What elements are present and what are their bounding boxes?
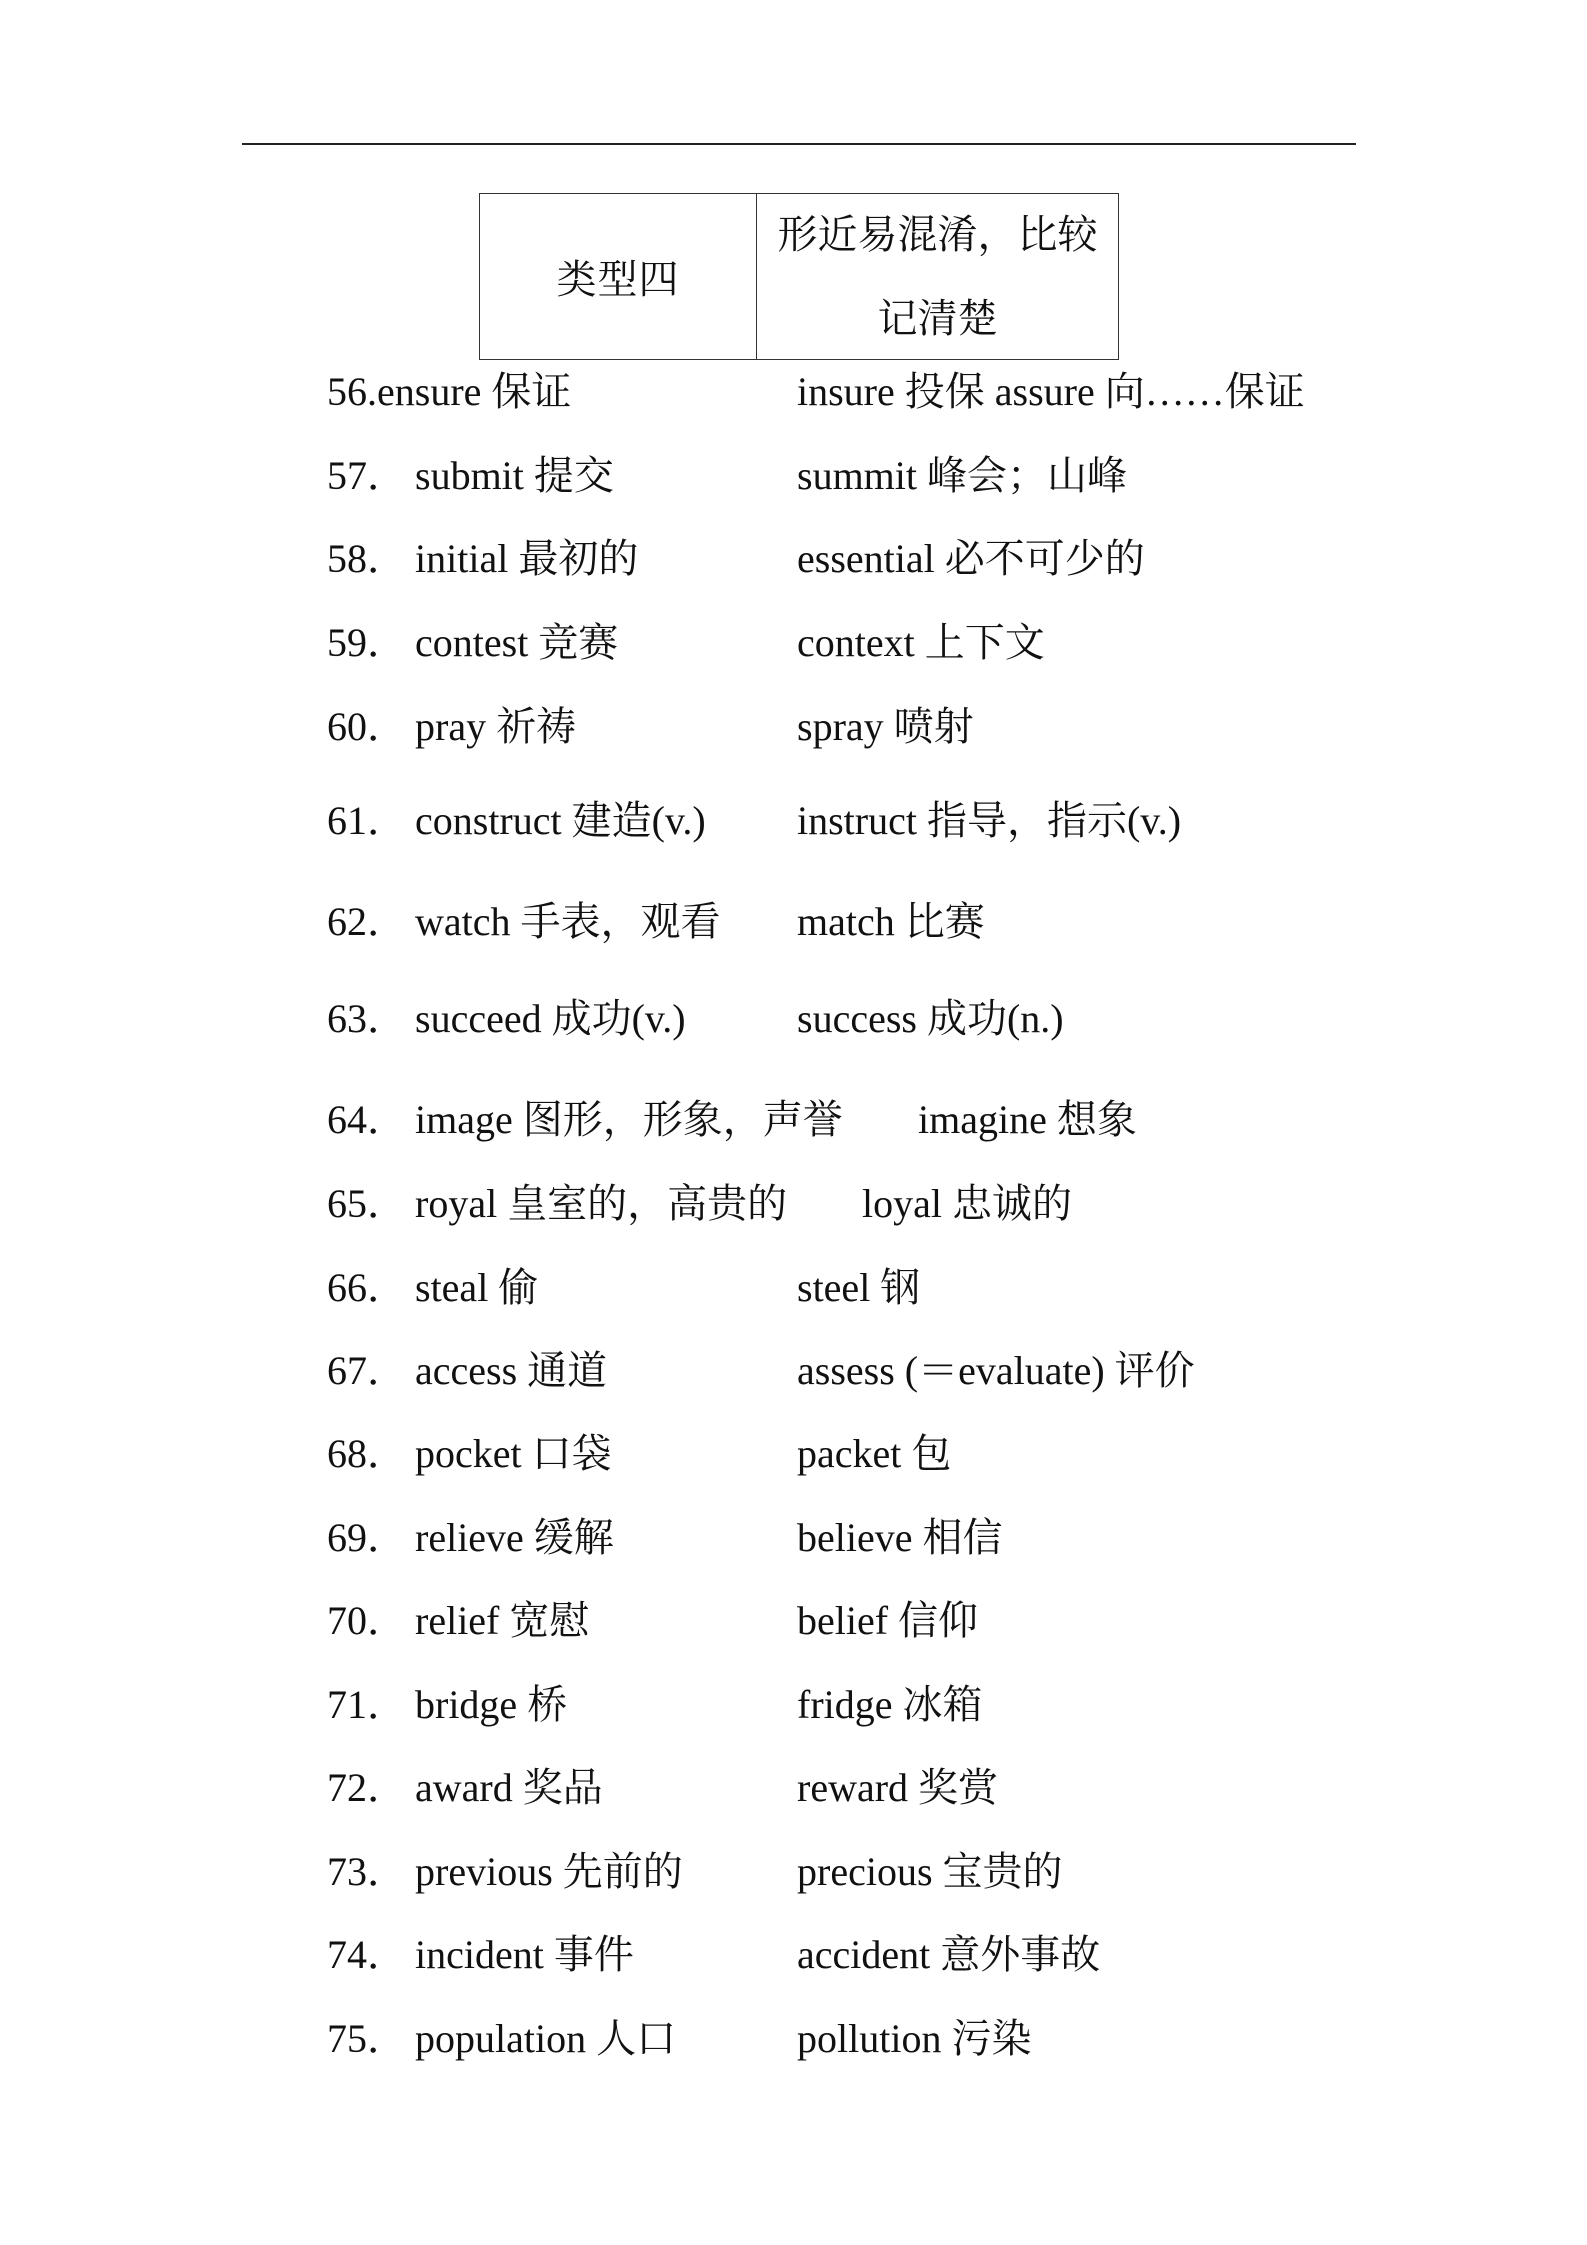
right-word: accident 意外事故: [797, 1932, 1101, 1977]
row-number: 69．: [327, 1515, 407, 1560]
row-number: 75．: [327, 2016, 407, 2061]
row-number: 58．: [327, 536, 407, 581]
left-word: access 通道: [415, 1348, 608, 1393]
type-description: [757, 194, 1118, 359]
right-word: context 上下文: [797, 620, 1045, 665]
left-word: construct 建造(v.): [415, 798, 706, 843]
left-word: relieve 缓解: [415, 1515, 614, 1560]
type-header-table: [479, 193, 1119, 360]
left-word: relief 宽慰: [415, 1598, 590, 1643]
word-pair-row: [327, 989, 1064, 1049]
right-word: believe 相信: [797, 1515, 1003, 1560]
row-number: 61．: [327, 798, 407, 843]
right-word: instruct 指导，指示(v.): [797, 798, 1182, 843]
row-number: 72．: [327, 1765, 407, 1810]
row-number: 66．: [327, 1265, 407, 1310]
left-word: watch 手表，观看: [415, 899, 721, 944]
right-word: fridge 冰箱: [797, 1682, 983, 1727]
right-word: success 成功(n.): [797, 996, 1064, 1041]
left-word: image 图形，形象，声誉: [415, 1097, 843, 1142]
right-word: steel 钢: [797, 1265, 921, 1310]
right-word: spray 喷射: [797, 704, 974, 749]
word-pair-row: [327, 446, 1128, 506]
word-pair-row: [327, 1758, 999, 1818]
word-pair-row: [327, 1925, 1101, 1985]
row-number: 60．: [327, 704, 407, 749]
right-word: packet 包: [797, 1431, 952, 1476]
left-word: royal 皇室的，高贵的: [415, 1181, 788, 1226]
right-word: insure 投保 assure 向……保证: [797, 369, 1305, 414]
left-word: bridge 桥: [415, 1682, 568, 1727]
word-pair-row: [327, 362, 1305, 422]
right-word: assess (＝evaluate) 评价: [797, 1348, 1195, 1393]
word-pair-row: [327, 1174, 1072, 1234]
left-word: succeed 成功(v.): [415, 996, 686, 1041]
right-word: imagine 想象: [918, 1097, 1137, 1142]
right-word: reward 奖赏: [797, 1765, 999, 1810]
word-pair-row: [327, 1424, 952, 1484]
type-description-line-2: 记清楚: [877, 295, 998, 342]
right-word: match 比赛: [797, 899, 985, 944]
right-word: belief 信仰: [797, 1598, 979, 1643]
left-word: submit 提交: [415, 453, 614, 498]
row-number: 68．: [327, 1431, 407, 1476]
right-word: precious 宝贵的: [797, 1849, 1063, 1894]
word-pair-row: [327, 2009, 1032, 2069]
left-word: steal 偷: [415, 1265, 539, 1310]
row-number: 62．: [327, 899, 407, 944]
right-word: loyal 忠诚的: [862, 1181, 1072, 1226]
right-word: pollution 污染: [797, 2016, 1032, 2061]
left-word: contest 竞赛: [415, 620, 619, 665]
type-label: 类型四: [480, 194, 757, 359]
left-word: pray 祈祷: [415, 704, 577, 749]
header-rule: [242, 143, 1356, 145]
word-pair-row: [327, 529, 1145, 589]
word-pair-row: [327, 1508, 1003, 1568]
row-number: 74．: [327, 1932, 407, 1977]
row-number: 57．: [327, 453, 407, 498]
word-pair-row: [327, 613, 1045, 673]
left-word: incident 事件: [415, 1932, 634, 1977]
left-word: previous 先前的: [415, 1849, 683, 1894]
left-word: ensure 保证: [377, 369, 572, 414]
word-pair-row: [327, 1090, 1137, 1150]
row-number: 70．: [327, 1598, 407, 1643]
row-number: 73．: [327, 1849, 407, 1894]
row-number: 65．: [327, 1181, 407, 1226]
word-pair-row: [327, 1675, 983, 1735]
right-word: summit 峰会；山峰: [797, 453, 1128, 498]
row-number: 63．: [327, 996, 407, 1041]
left-word: initial 最初的: [415, 536, 639, 581]
row-number: 67．: [327, 1348, 407, 1393]
word-pair-row: [327, 697, 974, 757]
word-pair-row: [327, 1341, 1195, 1401]
row-number: 71．: [327, 1682, 407, 1727]
word-pair-row: [327, 892, 985, 952]
word-pair-row: [327, 1591, 979, 1651]
left-word: award 奖品: [415, 1765, 603, 1810]
word-pair-row: [327, 1842, 1063, 1902]
row-number: 56.: [327, 369, 377, 414]
right-word: essential 必不可少的: [797, 536, 1145, 581]
type-description-line-1: 形近易混淆，比较: [777, 211, 1098, 258]
left-word: pocket 口袋: [415, 1431, 612, 1476]
row-number: 64．: [327, 1097, 407, 1142]
word-pair-row: [327, 791, 1182, 851]
word-pair-row: [327, 1258, 921, 1318]
row-number: 59．: [327, 620, 407, 665]
left-word: population 人口: [415, 2016, 677, 2061]
